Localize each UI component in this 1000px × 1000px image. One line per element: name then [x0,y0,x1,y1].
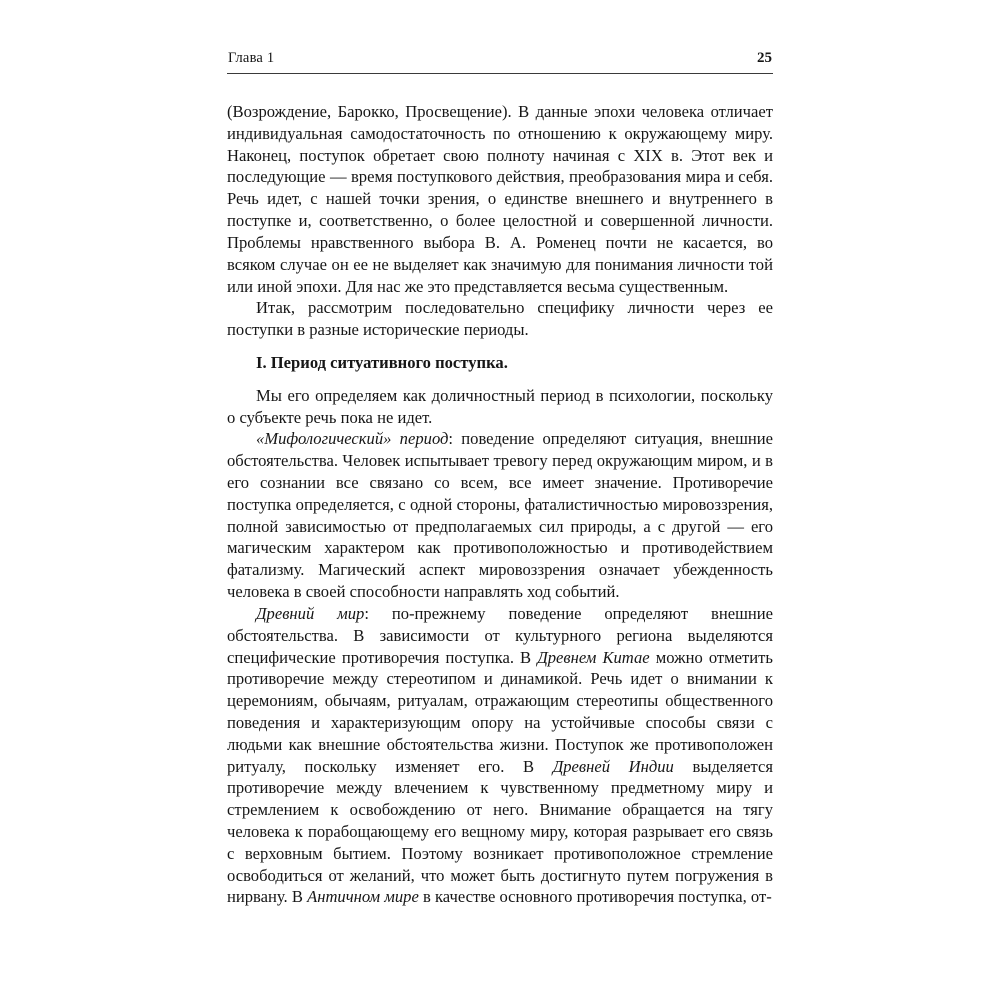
section-heading [227,352,773,374]
text-run: (Возрождение, Барокко, Просвещение). В данные эпохи человека отличает индивидуальная самодостаточность по отношению к окружающему миру. Наконец, поступок обретает свою полноту начиная с XIX в. Этот век и последующие — время поступкового действия, преобразования мира и себя. Речь идет, с нашей точки зрения, о единстве внешнего и внутреннего в поступке и, соответственно, о более целостной и совершенной личности. Проблемы нравственного выбора В. А. Роменец почти не касается, во всяком случае он ее не выделяет как значимую для понимания личности той или иной эпохи. Для нас же это представляется весьма существенным. [227,102,773,296]
paragraph [227,603,773,908]
chapter-label: Глава 1 [228,50,275,66]
paragraph [227,428,773,603]
text-run: Мы его определяем как доличностный период в психологии, поскольку о субъекте речь пока не идет. [227,385,773,427]
page-number: 25 [757,50,772,66]
italic-text-run: Античном мире [307,887,419,907]
text-run: : поведение определяют ситуация, внешние обстоятельства. Человек испытывает тревогу перед окружающим миром, и в его сознании все связано со всем, все имеет значение. Противоречие поступка определяется, с одной стороны, фаталистичностью мировоззрения, полной зависимостью от предполагаемых сил природы, а с другой — его магическим характером как противоположностью и противодействием фатализму. Магический аспект мировоззрения означает убежденность человека в своей способности направлять ход событий. [227,429,773,602]
italic-text-run: Древний мир [256,603,365,623]
paragraph [227,297,773,341]
italic-text-run: Древнем Китае [537,647,650,667]
text-run: в качестве основного противоречия поступка, от- [418,887,772,907]
text-run: можно отметить противоречие между стереотипом и динамикой. Речь идет о внимании к церемониям, обычаям, ритуалам, отражающим стереотипы общественного поведения и характеризующим опору на устойчивые способы связи с людьми как внешние обстоятельства жизни. Поступок же противоположен ритуалу, поскольку изменяет его. В [227,647,773,776]
text-run: выделяется противоречие между влечением к чувственному предметному миру и стремлением к освобождению от него. Внимание обращается на тягу человека к порабощающему его вещному миру, которая разрывает его связь с верховным бытием. Поэтому возникает противоположное стремление освободиться от желаний, что может быть достигнуто путем погружения в нирвану. В [227,756,774,907]
page-content [227,101,773,908]
paragraph [227,101,773,297]
text-block [227,50,773,908]
page-header [227,50,773,74]
italic-text-run: «Мифологический» период [256,429,449,449]
italic-text-run: Древней Индии [552,756,674,776]
text-run: I. Период ситуативного поступка. [256,352,508,372]
text-run: : по-прежнему поведение определяют внешние обстоятельства. В зависимости от культурного региона выделяются специфические противоречия поступка. В [227,603,773,667]
paragraph [227,385,773,429]
text-run: Итак, рассмотрим последовательно специфику личности через ее поступки в разные исторические периоды. [227,298,773,340]
